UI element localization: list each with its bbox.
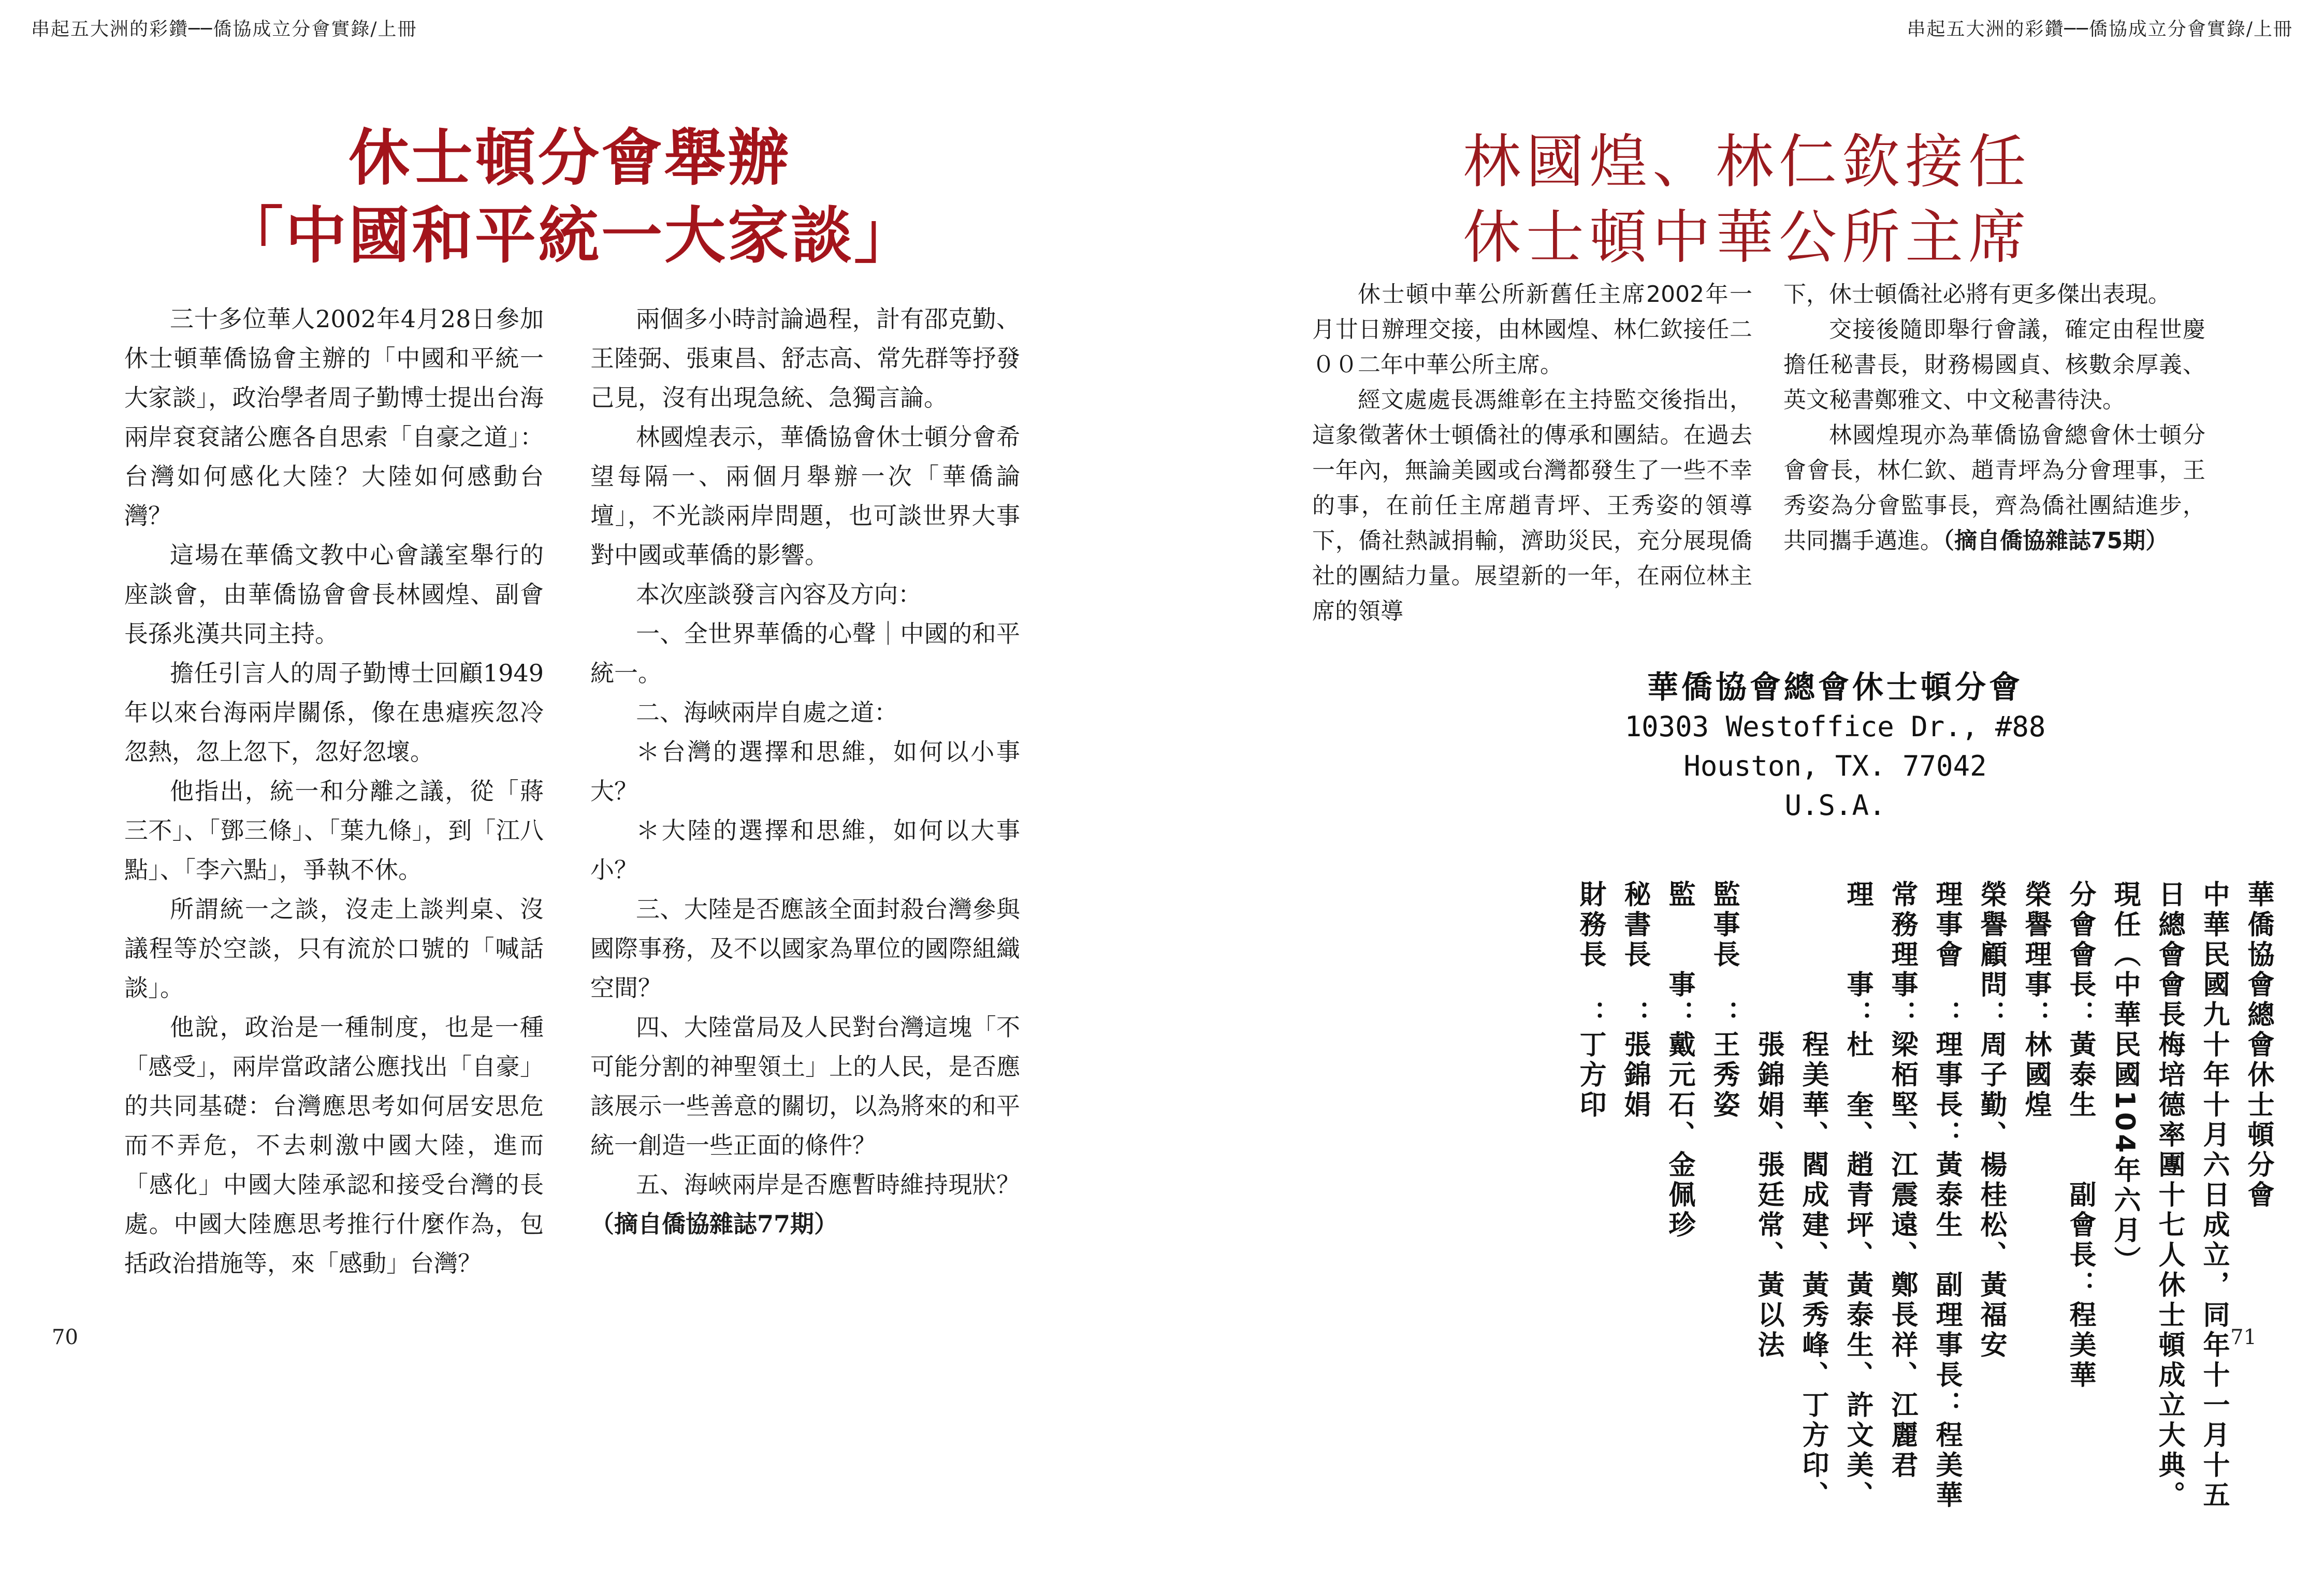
roster-line: 華僑協會總會休士頓分會 [2243, 880, 2274, 1210]
paragraph: 經文處處長馮維彰在主持監交後指出，這象徵著休士頓僑社的傳承和團結。在過去一年內，無論美國或台灣都發生了一些不幸的事，在前任主席趙青坪、王秀姿的領導下，僑社熱誠捐輸，濟助災民，充分展現僑社的團結力量。展望新的一年，在兩位林主席的領導 [1312, 387, 1752, 624]
paragraph: 林國煌表示，華僑協會休士頓分會希望每隔一、兩個月舉辦一次「華僑論壇」，不光談兩岸問題，也可談世界大事對中國或華僑的影響。 [590, 423, 1020, 569]
title-line-2: 休士頓中華公所主席 [1463, 204, 2031, 271]
paragraph: 擔任引言人的周子勤博士回顧1949年以來台海兩岸關係，像在患瘧疾忽冷忽熱，忽上忽下，忽好忽壞。 [124, 659, 544, 766]
street-address: 10303 Westoffice Dr., #88 [1624, 710, 2046, 743]
paragraph: 一、全世界華僑的心聲｜中國的和平統一。 [590, 620, 1020, 687]
roster-line: 日總會會長梅培德率團十七人休士頓成立大典。 [2154, 880, 2185, 1511]
organization-name: 華僑協會總會休士頓分會 [1647, 669, 2023, 706]
paragraph-text: 林國煌現亦為華僑協會總會休士頓分會會長，林仁欽、趙青坪為分會理事，王秀姿為分會監事長，齊為僑社團結進步，共同攜手邁進。 [1783, 422, 2205, 554]
roster-line: 程美華、閻成建、黃秀峰、丁方印、 [1797, 880, 1828, 1511]
page-number: 70 [52, 1325, 78, 1349]
city-address: Houston, TX. 77042 [1683, 750, 1987, 782]
title-line-1: 休士頓分會舉辦 [348, 122, 791, 194]
article-title [155, 119, 984, 274]
right-page [1162, 0, 2324, 1590]
paragraph [1783, 418, 2205, 559]
roster-line: 監 事：戴元石、金佩珍 [1664, 880, 1695, 1241]
paragraph: 休士頓中華公所新舊任主席2002年一月廿日辦理交接，由林國煌、林仁欽接任二００二年中華公所主席。 [1312, 281, 1752, 378]
source-citation: （摘自僑協雜誌75期） [1943, 528, 2169, 554]
roster-line: 常務理事：梁栢堅、江震遠、鄭長祥、江麗君 [1886, 880, 1918, 1481]
title-line-2: 「中國和平統一大家談」 [222, 200, 917, 271]
roster-line: 秘書長 ：張錦娟 [1619, 880, 1650, 1120]
country: U.S.A. [1784, 789, 1886, 822]
paragraph: 兩個多小時討論過程，計有邵克勤、王陸弼、張東昌、舒志高、常先群等抒發己見，沒有出現急統、急獨言論。 [590, 305, 1020, 412]
source-citation: （摘自僑協雜誌77期） [590, 1210, 838, 1238]
article-column-2 [590, 299, 1020, 1244]
paragraph: 下，休士頓僑社必將有更多傑出表現。 [1783, 281, 2171, 308]
paragraph: 交接後隨即舉行會議，確定由程世慶擔任秘書長，財務楊國貞、核數余厚義、英文秘書鄭雅文、中文秘書待決。 [1783, 316, 2205, 413]
roster-line: 監事長 ：王秀姿 [1708, 880, 1739, 1120]
page-number: 71 [2230, 1325, 2257, 1349]
paragraph: 四、大陸當局及人民對台灣這塊「不可能分割的神聖領土」上的人民，是否應該展示一些善意的關切，以為將來的和平統一創造一些正面的條件？ [590, 1013, 1020, 1159]
paragraph: 他指出，統一和分離之議，從「蔣三不」、「鄧三條」、「葉九條」，到「江八點」、「李六點」，爭執不休。 [124, 777, 544, 884]
paragraph: 三、大陸是否應該全面封殺台灣參與國際事務，及不以國家為單位的國際組織空間？ [590, 895, 1020, 1002]
running-header: 串起五大洲的彩鑽──僑協成立分會實錄/上冊 [31, 19, 417, 40]
roster-line: 理 事：杜 奎、趙青坪、黃泰生、許文美、 [1842, 880, 1873, 1511]
address-block [1524, 668, 2146, 825]
paragraph-text: 五、海峽兩岸是否應暫時維持現狀？ [636, 1171, 1020, 1199]
paragraph: ＊大陸的選擇和思維，如何以大事小？ [590, 816, 1020, 884]
roster-line: 現任（中華民國104年六月） [2109, 880, 2140, 1276]
officer-roster [1400, 880, 2281, 1553]
paragraph: 本次座談發言內容及方向： [636, 580, 922, 608]
paragraph: 二、海峽兩岸自處之道： [636, 698, 898, 726]
paragraph [590, 1165, 1020, 1244]
roster-line: 理事會 ：理事長：黃泰生 副理事長：程美華 [1931, 880, 1962, 1511]
paragraph: 所謂統一之談，沒走上談判桌、沒議程等於空談，只有流於口號的「喊話談」。 [124, 895, 544, 1002]
roster-line: 張錦娟、張廷常、黃以法 [1753, 880, 1784, 1361]
article-column-2 [1783, 277, 2205, 559]
roster-line: 財務長 ：丁方印 [1575, 880, 1606, 1120]
roster-line: 榮譽理事：林國煌 [2020, 880, 2051, 1120]
title-line-1: 林國煌、林仁欽接任 [1463, 128, 2031, 196]
article-title [1359, 124, 2136, 275]
roster-line: 榮譽顧問：周子勤、楊桂松、黃福安 [1976, 880, 2007, 1361]
paragraph: 三十多位華人2002年4月28日參加休士頓華僑協會主辦的「中國和平統一大家談」，政治學者周子勤博士提出台海兩岸袞袞諸公應各自思索「自豪之道」：台灣如何感化大陸？大陸如何感動台灣？ [124, 305, 544, 530]
paragraph: 這場在華僑文教中心會議室舉行的座談會，由華僑協會會長林國煌、副會長孫兆漢共同主持。 [124, 541, 544, 648]
roster-line: 分會會長：黃泰生 副會長：程美華 [2065, 880, 2096, 1391]
paragraph: 他說，政治是一種制度，也是一種「感受」，兩岸當政諸公應找出「自豪」的共同基礎：台灣應思考如何居安思危而不弄危，不去刺激中國大陸，進而「感化」中國大陸承認和接受台灣的長處。中國大陸應思考推行什麼作為，包括政治措施等，來「感動」台灣？ [124, 1013, 544, 1277]
article-column-1 [124, 299, 544, 1283]
article-column-1 [1312, 277, 1752, 629]
running-header: 串起五大洲的彩鑽──僑協成立分會實錄/上冊 [1907, 19, 2293, 40]
roster-line: 中華民國九十年十月六日成立，同年十一月十五 [2198, 880, 2229, 1511]
paragraph: ＊台灣的選擇和思維，如何以小事大？ [590, 738, 1020, 805]
